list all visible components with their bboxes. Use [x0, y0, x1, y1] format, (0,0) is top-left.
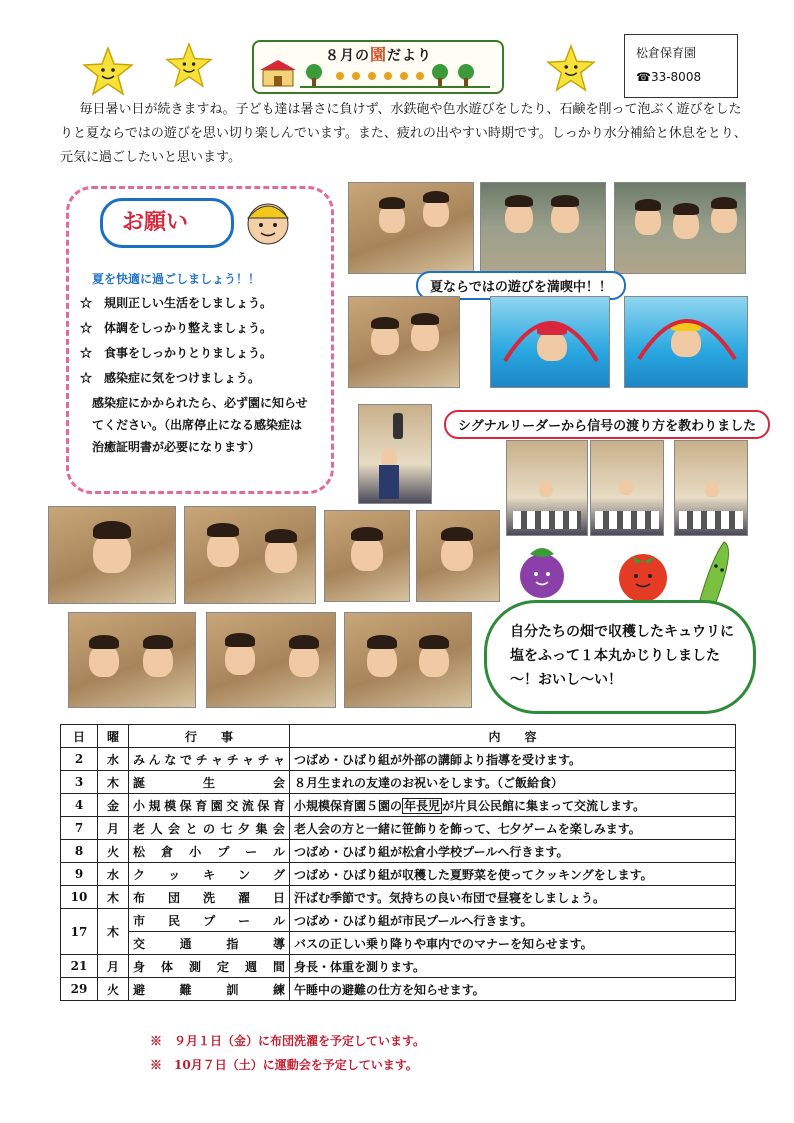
- request-item: ☆ 感染症に気をつけましょう。: [80, 371, 261, 385]
- row-date: 21: [61, 955, 98, 978]
- footnote: ※ ９月１日（金）に布団洗濯を予定しています。: [150, 1034, 426, 1048]
- header-weekday: 曜: [98, 725, 129, 748]
- row-weekday: 木: [98, 886, 129, 909]
- row-event: クッキング: [129, 863, 290, 886]
- smiling-star-icon: [82, 46, 134, 96]
- request-item: ☆ 体調をしっかり整えましょう。: [80, 321, 273, 335]
- school-name: 松倉保育園: [636, 46, 697, 60]
- photo-signal-leader: [358, 404, 432, 504]
- request-heading: 夏を快適に過ごしましょう！！: [92, 272, 261, 286]
- row-detail: バスの正しい乗り降りや車内でのマナーを知らせます。: [290, 932, 736, 955]
- request-note: 感染症にかかられたら、必ず園に知らせてください。（出席停止になる感染症は治癒証明書が必要になります）: [92, 396, 308, 454]
- table-row: [61, 886, 736, 909]
- event-schedule-table: [60, 724, 736, 1001]
- row-detail: つばめ・ひばり組が市民プールへ行きます。: [290, 909, 736, 932]
- request-item: ☆ 規則正しい生活をしましょう。: [80, 296, 273, 310]
- row-weekday: 月: [98, 817, 129, 840]
- table-row: [61, 748, 736, 771]
- newsletter-title: ８月の園だより: [325, 45, 433, 64]
- photo-pool-play: [624, 296, 748, 388]
- row-weekday: 木: [98, 909, 129, 955]
- table-row: [61, 932, 736, 955]
- row-weekday: 火: [98, 978, 129, 1001]
- photo-crossing-practice: [506, 440, 588, 536]
- row-event: みんなでチャチャチャ: [129, 748, 290, 771]
- header-event: 行 事: [129, 725, 290, 748]
- child-character-icon: [240, 194, 296, 250]
- row-detail: つばめ・ひばり組が収穫した夏野菜を使ってクッキングをします。: [290, 863, 736, 886]
- smiling-star-icon: [546, 44, 596, 92]
- table-row: [61, 794, 736, 817]
- row-date: 8: [61, 840, 98, 863]
- row-detail: 午睡中の避難の仕方を知らせます。: [290, 978, 736, 1001]
- request-title: お願い: [122, 210, 189, 235]
- row-date: 29: [61, 978, 98, 1001]
- row-weekday: 木: [98, 771, 129, 794]
- photo-cucumber-eating: [184, 506, 316, 604]
- photo-cucumber-eating: [344, 612, 472, 708]
- photo-cucumber-eating: [48, 506, 176, 604]
- table-row: [61, 955, 736, 978]
- table-row: [61, 863, 736, 886]
- table-row: [61, 978, 736, 1001]
- photo-water-play: [348, 182, 474, 274]
- row-event: 市民プール: [129, 909, 290, 932]
- detail-text: が片貝公民館に集まって交流します。: [442, 798, 646, 813]
- row-event: 布団洗濯日: [129, 886, 290, 909]
- school-phone: ☎33-8008: [636, 70, 702, 84]
- row-date: 2: [61, 748, 98, 771]
- table-header-row: [61, 725, 736, 748]
- row-weekday: 水: [98, 748, 129, 771]
- row-detail: 老人会の方と一緒に笹飾りを飾って、七夕ゲームを楽しみます。: [290, 817, 736, 840]
- row-date: 7: [61, 817, 98, 840]
- photo-crossing-practice: [674, 440, 748, 536]
- row-weekday: 金: [98, 794, 129, 817]
- row-event: 松倉小プール: [129, 840, 290, 863]
- school-building-icon: [258, 58, 298, 88]
- request-item: ☆ 食事をしっかりとりましょう。: [80, 346, 273, 360]
- detail-text: 小規模保育園５園の: [294, 798, 403, 813]
- photo-pool-play: [348, 296, 460, 388]
- photo-cucumber-eating: [324, 510, 410, 602]
- photo-pool-play: [490, 296, 610, 388]
- smiling-star-icon: [165, 42, 213, 88]
- cucumber-character-icon: [686, 538, 738, 608]
- row-event: 避難訓練: [129, 978, 290, 1001]
- table-row: [61, 840, 736, 863]
- row-event: 小規模保育園交流保育: [129, 794, 290, 817]
- table-row: [61, 771, 736, 794]
- table-row: [61, 817, 736, 840]
- caption-summer-play: 夏ならではの遊びを満喫中！！: [416, 271, 626, 300]
- row-date: 10: [61, 886, 98, 909]
- row-detail: 身長・体重を測ります。: [290, 955, 736, 978]
- row-event: 誕生会: [129, 771, 290, 794]
- row-date: 3: [61, 771, 98, 794]
- photo-crossing-practice: [590, 440, 664, 536]
- row-event: 老人会との七夕集会: [129, 817, 290, 840]
- row-weekday: 月: [98, 955, 129, 978]
- photo-cucumber-eating: [416, 510, 500, 602]
- footnote: ※ 10月７日（土）に運動会を予定しています。: [150, 1058, 418, 1072]
- harvest-caption: 自分たちの畑で収穫したキュウリに塩をふって１本丸かじりしました～！おいし～い！: [510, 624, 734, 688]
- photo-cucumber-eating: [68, 612, 196, 708]
- header-date: 日: [61, 725, 98, 748]
- row-event: 身体測定週間: [129, 955, 290, 978]
- detail-boxed-text: 年長児: [404, 798, 441, 813]
- photo-water-play: [480, 182, 606, 274]
- row-weekday: 火: [98, 840, 129, 863]
- caption-signal-leader: シグナルリーダーから信号の渡り方を教わりました: [444, 410, 770, 439]
- photo-cucumber-eating: [206, 612, 336, 708]
- tomato-character-icon: [614, 548, 672, 604]
- row-date: 9: [61, 863, 98, 886]
- header-detail: 内 容: [290, 725, 736, 748]
- row-date: 4: [61, 794, 98, 817]
- eggplant-character-icon: [512, 540, 570, 600]
- row-detail: [290, 794, 736, 817]
- photo-water-play: [614, 182, 746, 274]
- row-date: 17: [61, 909, 98, 955]
- tree-row-icon: [300, 62, 490, 88]
- intro-paragraph: 毎日暑い日が続きますね。子ども達は暑さに負けず、水鉄砲や色水遊びをしたり、石鹸を削って泡ぶく遊びをしたりと夏ならではの遊びを思い切り楽しんでいます。また、疲れの出やすい時期です。しっかり水分補給と休息をとり、元気に過ごしたいと思います。: [60, 102, 747, 165]
- row-detail: つばめ・ひばり組が外部の講師より指導を受けます。: [290, 748, 736, 771]
- table-row: [61, 909, 736, 932]
- row-detail: 汗ばむ季節です。気持ちの良い布団で昼寝をしましょう。: [290, 886, 736, 909]
- row-event: 交通指導: [129, 932, 290, 955]
- row-detail: ８月生まれの友達のお祝いをします。（ご飯給食）: [290, 771, 736, 794]
- row-detail: つばめ・ひばり組が松倉小学校プールへ行きます。: [290, 840, 736, 863]
- row-weekday: 水: [98, 863, 129, 886]
